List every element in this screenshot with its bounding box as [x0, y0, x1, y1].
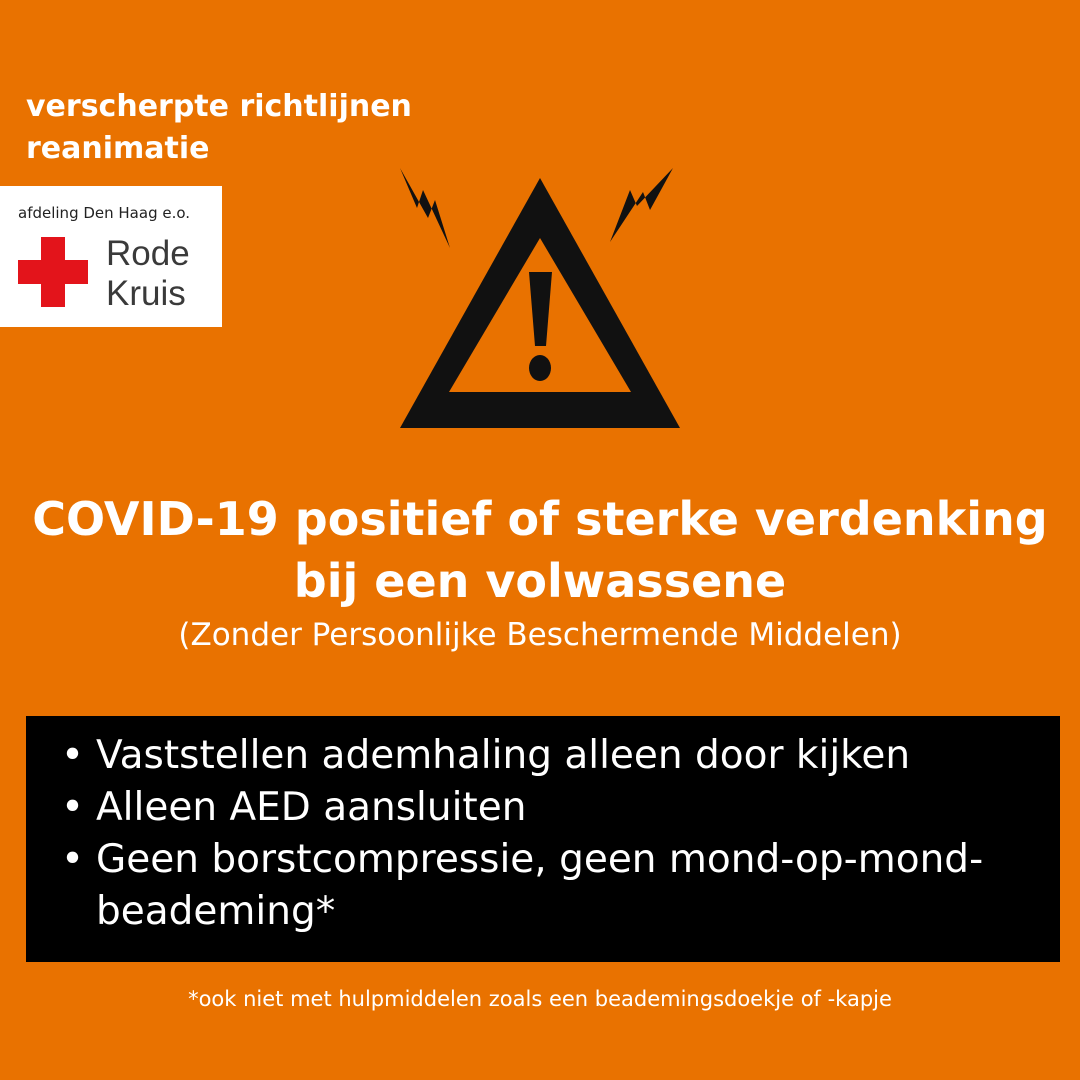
list-item-text: Geen borstcompressie, geen mond-op-mond-beademing* [96, 837, 984, 934]
list-item [26, 730, 1060, 782]
bullet-icon: • [61, 785, 85, 830]
bullet-icon: • [61, 837, 85, 882]
instructions-list [26, 716, 1060, 938]
header-line-2: reanimatie [26, 131, 210, 166]
main-title [0, 488, 1080, 612]
rode-kruis-logo [0, 186, 222, 327]
header-line-1: verscherpte richtlijnen [26, 89, 412, 124]
logo-name-line-2: Kruis [106, 274, 186, 313]
list-item-text: Vaststellen ademhaling alleen door kijken [96, 733, 911, 778]
instructions-box [26, 716, 1060, 962]
logo-name-line-1: Rode [106, 234, 190, 273]
warning-triangle-with-lightning-icon [395, 160, 690, 435]
bullet-icon: • [61, 733, 85, 778]
list-item-text: Alleen AED aansluiten [96, 785, 527, 830]
title-line-1: COVID-19 positief of sterke verdenking [32, 492, 1048, 546]
subtitle: (Zonder Persoonlijke Beschermende Middelen) [178, 617, 902, 653]
logo-name [106, 234, 190, 314]
title-line-2: bij een volwassene [293, 554, 787, 608]
footnote: *ook niet met hulpmiddelen zoals een beademingsdoekje of -kapje [188, 987, 892, 1011]
red-cross-icon [18, 237, 88, 307]
logo-organization: afdeling Den Haag e.o. [18, 204, 191, 222]
list-item [26, 834, 1060, 938]
list-item [26, 782, 1060, 834]
header-title [26, 86, 412, 170]
